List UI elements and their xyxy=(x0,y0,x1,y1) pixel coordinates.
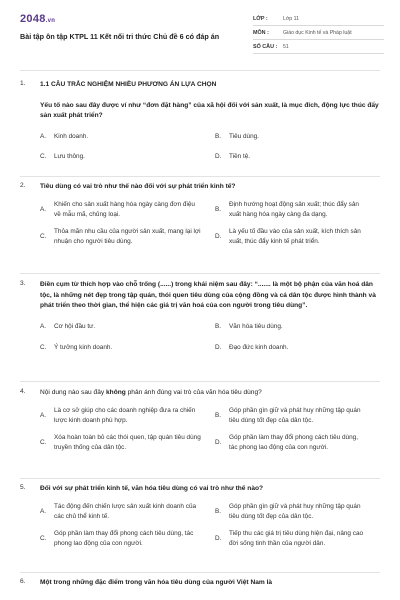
question-text-part: phản ánh đúng vai trò của văn hóa tiêu dùng? xyxy=(125,389,262,396)
divider xyxy=(20,70,380,71)
question-text xyxy=(40,388,380,399)
question-text: Điền cụm từ thích hợp vào chỗ trống (......) trong khái niệm sau đây: “....... là một bộ phận của văn hoá dân tộc, là những nét đẹp trong tập quán, thói quen tiêu dùng của cộng đồng và cá dân tộc được hình thành và phát triển theo thời gian, thể hiện các giá trị văn hoá của con người trong tiêu dùng”. xyxy=(40,281,376,309)
options-grid xyxy=(40,502,380,549)
option-c[interactable] xyxy=(40,433,215,453)
option-c[interactable] xyxy=(40,152,215,162)
meta-key: MÔN : xyxy=(253,29,269,36)
options-grid xyxy=(40,200,380,247)
meta-value: Lớp 11 xyxy=(283,15,299,22)
meta-row-subject xyxy=(253,26,384,40)
option-a[interactable] xyxy=(40,502,215,522)
option-text: Góp phần gìn giữ và phát huy những tập quán tiêu dùng tốt đẹp của dân tộc. xyxy=(229,502,361,520)
option-text: Là cơ sở giúp cho các doanh nghiệp đưa ra chiến lược kinh doanh phù hợp. xyxy=(54,406,196,424)
divider xyxy=(20,273,380,274)
question-text: Đối với sự phát triển kinh tế, văn hóa tiêu dùng có vai trò như thế nào? xyxy=(40,485,264,492)
option-text: Tiếp thu các giá trị tiêu dùng hiện đại, nâng cao đời sống tinh thần của người dân. xyxy=(229,529,364,547)
option-letter: D. xyxy=(215,534,222,542)
option-letter: B. xyxy=(215,411,222,419)
question-text: Một trong những đặc điểm trong văn hóa tiêu dùng của người Việt Nam là xyxy=(40,579,273,586)
divider xyxy=(20,478,380,479)
divider xyxy=(20,572,380,573)
meta-row-count xyxy=(253,40,384,54)
option-letter: A. xyxy=(40,132,47,140)
option-text: Ý tưởng kinh doanh. xyxy=(54,343,113,351)
option-text: Xóa hoàn toàn bỏ các thói quen, tập quán tiêu dùng truyền thống của dân tộc. xyxy=(54,433,201,451)
question-number: 5. xyxy=(20,484,26,491)
option-letter: B. xyxy=(215,132,222,140)
option-d[interactable] xyxy=(215,529,380,549)
options-grid xyxy=(40,132,380,162)
question-number: 2. xyxy=(20,182,26,189)
option-c[interactable] xyxy=(40,227,215,247)
option-letter: D. xyxy=(215,152,222,160)
option-b[interactable] xyxy=(215,502,380,522)
option-d[interactable] xyxy=(215,152,380,162)
meta-value: Giáo dục Kinh tế và Pháp luật xyxy=(283,29,352,36)
option-letter: C. xyxy=(40,343,47,351)
option-letter: A. xyxy=(40,507,47,515)
option-d[interactable] xyxy=(215,343,380,353)
option-d[interactable] xyxy=(215,227,380,247)
document-title: Bài tập ôn tập KTPL 11 Kết nối tri thức Chủ đề 6 có đáp án xyxy=(20,32,220,41)
option-letter: A. xyxy=(40,322,47,330)
option-text: Tác động đến chiến lược sản xuất kinh doanh của các chủ thể kinh tế. xyxy=(54,502,197,520)
options-grid xyxy=(40,406,380,453)
question-2 xyxy=(20,182,380,247)
option-text: Là yếu tố đầu vào của sản xuất, kích thích sản xuất, thúc đẩy kinh tế phát triển. xyxy=(229,227,361,245)
option-a[interactable] xyxy=(40,406,215,426)
option-letter: C. xyxy=(40,232,47,240)
divider xyxy=(20,176,380,177)
option-letter: A. xyxy=(40,411,47,419)
logo-suffix: .vn xyxy=(45,18,56,24)
question-6 xyxy=(20,578,380,589)
option-letter: C. xyxy=(40,152,47,160)
option-text: Thỏa mãn nhu cầu của người sản xuất, mang lại lợi nhuận cho người tiêu dùng. xyxy=(54,227,201,245)
question-number: 6. xyxy=(20,578,26,585)
option-letter: D. xyxy=(215,343,222,351)
option-letter: B. xyxy=(215,322,222,330)
page-header xyxy=(0,0,400,64)
option-text: Tiêu dùng. xyxy=(229,132,259,140)
option-letter: C. xyxy=(40,534,47,542)
options-grid xyxy=(40,322,380,353)
question-5 xyxy=(20,484,380,549)
question-number: 3. xyxy=(20,280,26,287)
option-a[interactable] xyxy=(40,132,215,142)
question-3 xyxy=(20,280,380,353)
question-text-part: Nội dung nào sau đây xyxy=(40,389,106,396)
option-text: Đạo đức kinh doanh. xyxy=(229,343,289,351)
meta-value: 51 xyxy=(283,43,289,50)
site-logo[interactable] xyxy=(20,13,55,25)
option-letter: C. xyxy=(40,438,47,446)
option-letter: D. xyxy=(215,232,222,240)
option-b[interactable] xyxy=(215,406,380,426)
document-meta xyxy=(253,12,384,54)
question-text-emphasis: không xyxy=(106,389,126,396)
option-a[interactable] xyxy=(40,200,215,220)
option-text: Lưu thông. xyxy=(54,152,85,160)
question-4 xyxy=(20,388,380,453)
option-text: Góp phần gìn giữ và phát huy những tập quán tiêu dùng tốt đẹp của dân tộc. xyxy=(229,406,361,424)
option-text: Cơ hội đầu tư. xyxy=(54,322,96,330)
option-a[interactable] xyxy=(40,322,215,332)
meta-key: LỚP : xyxy=(253,15,268,22)
option-text: Góp phần làm thay đổi phong cách tiêu dùng, tác phong lao động của con người. xyxy=(229,433,358,451)
question-number: 4. xyxy=(20,388,26,395)
question-1 xyxy=(20,80,380,162)
question-stem: Yếu tố nào sau đây được ví như “đơn đặt hàng” của xã hội đối với sản xuất, là mục đích, động lực thúc đẩy sản xuất phát triển? xyxy=(40,101,379,119)
option-text: Tiền tệ. xyxy=(229,152,251,160)
option-letter: B. xyxy=(215,507,222,515)
option-letter: D. xyxy=(215,438,222,446)
option-c[interactable] xyxy=(40,343,215,353)
option-b[interactable] xyxy=(215,200,380,220)
option-letter: A. xyxy=(40,205,47,213)
meta-row-class xyxy=(253,12,384,26)
logo-text: 2048 xyxy=(20,13,46,25)
option-text: Định hướng hoạt động sản xuất; thúc đẩy sản xuất hàng hóa ngày càng đa dạng. xyxy=(229,200,359,218)
option-b[interactable] xyxy=(215,132,380,142)
section-title: 1.1 CÂU TRẮC NGHIỆM NHIỀU PHƯƠNG ÁN LỰA CHỌN xyxy=(40,81,217,88)
meta-key: SỐ CÂU : xyxy=(253,43,278,50)
option-text: Văn hóa tiêu dùng. xyxy=(229,322,283,330)
option-b[interactable] xyxy=(215,322,380,332)
option-d[interactable] xyxy=(215,433,380,453)
option-c[interactable] xyxy=(40,529,215,549)
question-number: 1. xyxy=(20,80,26,87)
question-text: Tiêu dùng có vai trò như thế nào đối với sự phát triển kinh tế? xyxy=(40,183,236,190)
option-letter: B. xyxy=(215,205,222,213)
divider xyxy=(20,381,380,382)
option-text: Kinh doanh. xyxy=(54,132,89,140)
option-text: Khiến cho sản xuất hàng hóa ngày càng đơn điệu về mẫu mã, chủng loại. xyxy=(54,200,195,218)
option-text: Góp phần làm thay đổi phong cách tiêu dùng, tác phong lao động của con người. xyxy=(54,529,194,547)
